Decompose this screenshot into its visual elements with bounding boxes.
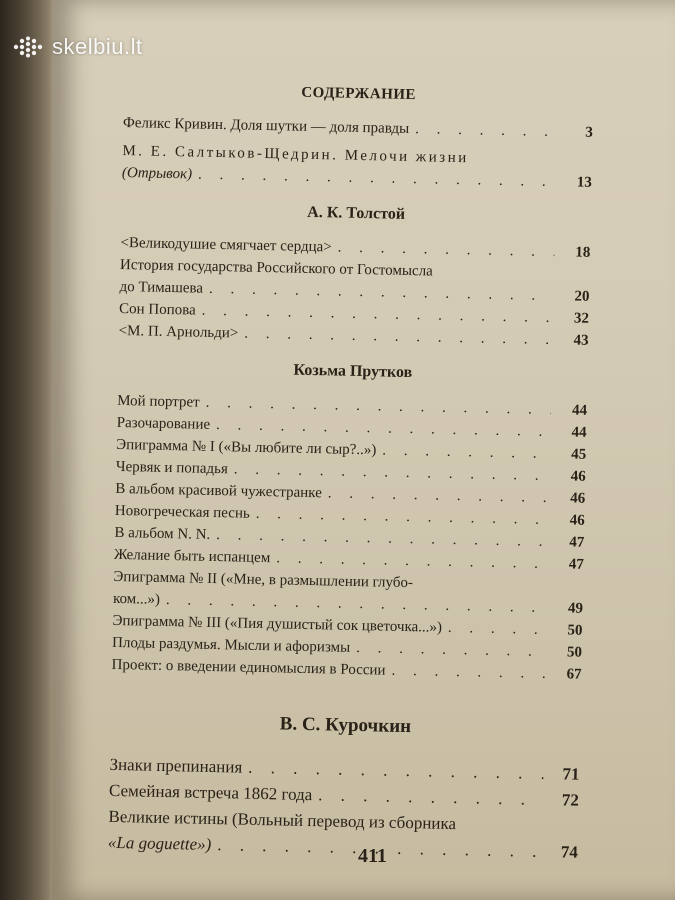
toc-entry-page: 67 (566, 666, 582, 683)
watermark (12, 34, 143, 60)
toc-entry-subtitle: (Отрывок) (121, 164, 193, 183)
toc-entry-page: 47 (568, 556, 585, 573)
toc-entry-page: 46 (569, 512, 585, 529)
toc-entry-title: В альбом N. N. (114, 524, 211, 543)
toc-entry-page: 74 (560, 842, 579, 862)
table-of-contents (108, 75, 594, 866)
toc-entry-title: <М. П. Арнольди> (118, 322, 239, 342)
toc-entry-page: 32 (573, 310, 590, 327)
toc-entry-title: <Великодушие смягчает сердца> (120, 234, 332, 256)
toc-entry-subtitle: до Тимашева (119, 278, 204, 297)
toc-entry-title: М. Е. Салтыков-Щедрин. Мелочи жизни (122, 142, 469, 167)
toc-entry-page: 43 (573, 332, 589, 349)
toc-entry-page: 13 (576, 174, 593, 191)
toc-entry (123, 112, 593, 144)
toc-entry-page: 44 (571, 424, 587, 441)
toc-entry-title: Разочарование (116, 414, 211, 433)
toc-entry-page: 72 (561, 790, 580, 810)
toc-entry-subtitle: ком...») (112, 590, 161, 608)
toc-entry-page: 50 (567, 622, 583, 639)
toc-entry-title: Червяк и попадья (115, 458, 229, 478)
leader-dots (415, 118, 557, 143)
toc-entry-title: История государства Российского от Гостомысла (119, 256, 433, 280)
toc-entry-title: Плоды раздумья. Мысли и афоризмы (111, 634, 351, 656)
toc-entry-page: 46 (570, 468, 586, 485)
author-heading: В. С. Курочкин (279, 713, 412, 738)
toc-heading: СОДЕРЖАНИЕ (301, 84, 417, 104)
leader-dots (448, 617, 547, 641)
toc-entry-page: 3 (585, 124, 594, 141)
toc-entry-title: Эпиграмма № II («Мне, в размышлении глубо- (113, 568, 414, 592)
toc-entry-title: Желание быть испанцем (113, 546, 271, 567)
toc-entry-title: Семейная встреча 1862 года (108, 780, 313, 805)
toc-entry-title: Эпиграмма № I («Вы любите ли сыр?..») (116, 436, 377, 459)
page-number: 411 (358, 845, 387, 867)
watermark-text: skelbiu.lt (52, 34, 143, 59)
toc-entry-page: 18 (575, 244, 591, 261)
toc-entry-page: 45 (570, 446, 587, 463)
book-page (52, 0, 675, 900)
toc-entry-page: 71 (562, 764, 580, 784)
toc-entry-page: 49 (567, 600, 584, 617)
dots-logo-icon (12, 36, 44, 58)
toc-entry-title: Знаки препинания (109, 754, 243, 777)
toc-entry-title: Проект: о введении единомыслия в России (111, 656, 386, 679)
leader-dots (391, 660, 545, 685)
toc-entry-title: Великие истины (Вольный перевод из сборника (108, 806, 457, 834)
toc-entry-page: 46 (570, 490, 586, 507)
toc-entry-subtitle: «La goguette») (107, 832, 212, 854)
author-heading: Козьма Прутков (293, 361, 413, 382)
toc-entry-page: 50 (566, 644, 583, 661)
toc-entry-title: В альбом красивой чужестранке (115, 480, 322, 502)
toc-entry-page: 47 (569, 534, 585, 551)
toc-entry-title: Эпиграмма № III («Пия душистый сок цветочка...») (112, 612, 443, 636)
toc-entry-title: Мой портрет (117, 392, 200, 411)
toc-entry-title: Новогреческая песнь (114, 502, 250, 522)
author-heading: А. К. Толстой (307, 203, 406, 223)
toc-entry-page: 20 (574, 288, 590, 305)
toc-entry-title: Сон Попова (118, 300, 196, 319)
toc-entry-title: Феликс Кривин. Доля шутки — доля правды (122, 114, 410, 137)
toc-entry-page: 44 (571, 402, 588, 419)
